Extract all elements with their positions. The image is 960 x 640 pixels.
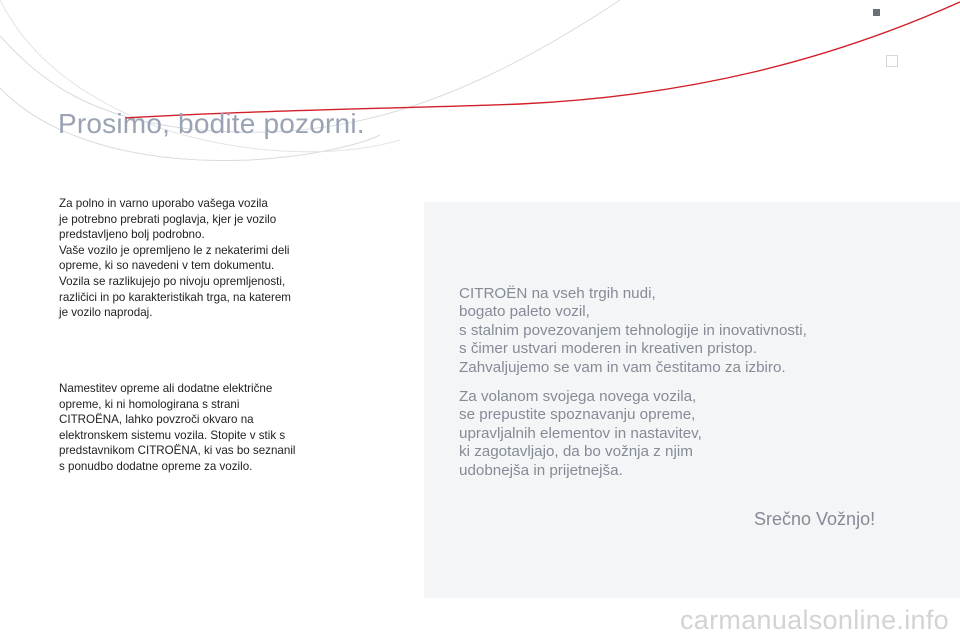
text-line: različici in po karakteristikah trga, na katerem	[59, 290, 291, 304]
signoff-text: Srečno Vožnjo!	[754, 509, 876, 529]
text-line: elektronskem sistemu vozila. Stopite v stik s	[59, 428, 286, 442]
page-title: Prosimo, bodite pozorni.	[58, 108, 365, 139]
text-line: predstavnikom CITROËNA, ki vas bo seznanil	[59, 444, 296, 458]
red-accent-curve	[125, 2, 960, 118]
text-line: predstavljeno bolj podrobno.	[59, 228, 205, 242]
text-line: je potrebno prebrati poglavja, kjer je vozilo	[59, 212, 277, 226]
watermark-text: carmanualsonline.info	[680, 605, 949, 635]
welcome-paragraph-2	[459, 388, 702, 480]
text-line: opreme, ki ni homologirana s strani	[59, 397, 240, 411]
text-line: bogato paleto vozil,	[459, 303, 590, 321]
text-line: Namestitev opreme ali dodatne električne	[59, 382, 273, 395]
page-marker-square	[873, 9, 880, 16]
warning-paragraph	[59, 381, 319, 475]
text-line: s čimer ustvari moderen in kreativen pristop.	[459, 340, 757, 358]
welcome-paragraph-1	[459, 285, 807, 377]
text-line: s ponudbo dodatne opreme za vozilo.	[59, 459, 253, 473]
text-line: Za volanom svojega novega vozila,	[459, 388, 697, 405]
text-line: opreme, ki so navedeni v tem dokumentu.	[59, 259, 275, 273]
page-marker-box	[886, 55, 898, 67]
text-line: Vozila se razlikujejo po nivoju opremljenosti,	[59, 274, 286, 288]
text-line: se prepustite spoznavanju opreme,	[459, 406, 696, 424]
text-line: Za polno in varno uporabo vašega vozila	[59, 197, 268, 210]
text-line: s stalnim povezovanjem tehnologije in inovativnosti,	[459, 321, 807, 339]
text-line: Vaše vozilo je opremljeno le z nekaterimi deli	[59, 243, 290, 257]
text-line: je vozilo naprodaj.	[59, 306, 153, 320]
text-line: udobnejša in prijetnejša.	[459, 461, 623, 479]
text-line: CITROËNA, lahko povzroči okvaro na	[59, 413, 254, 427]
text-line: ki zagotavljajo, da bo vožnja z njim	[459, 443, 693, 461]
intro-paragraph	[59, 196, 319, 321]
text-line: upravljalnih elementov in nastavitev,	[459, 424, 702, 442]
text-line: Zahvaljujemo se vam in vam čestitamo za izbiro.	[459, 358, 786, 376]
text-line: CITROËN na vseh trgih nudi,	[459, 285, 656, 302]
